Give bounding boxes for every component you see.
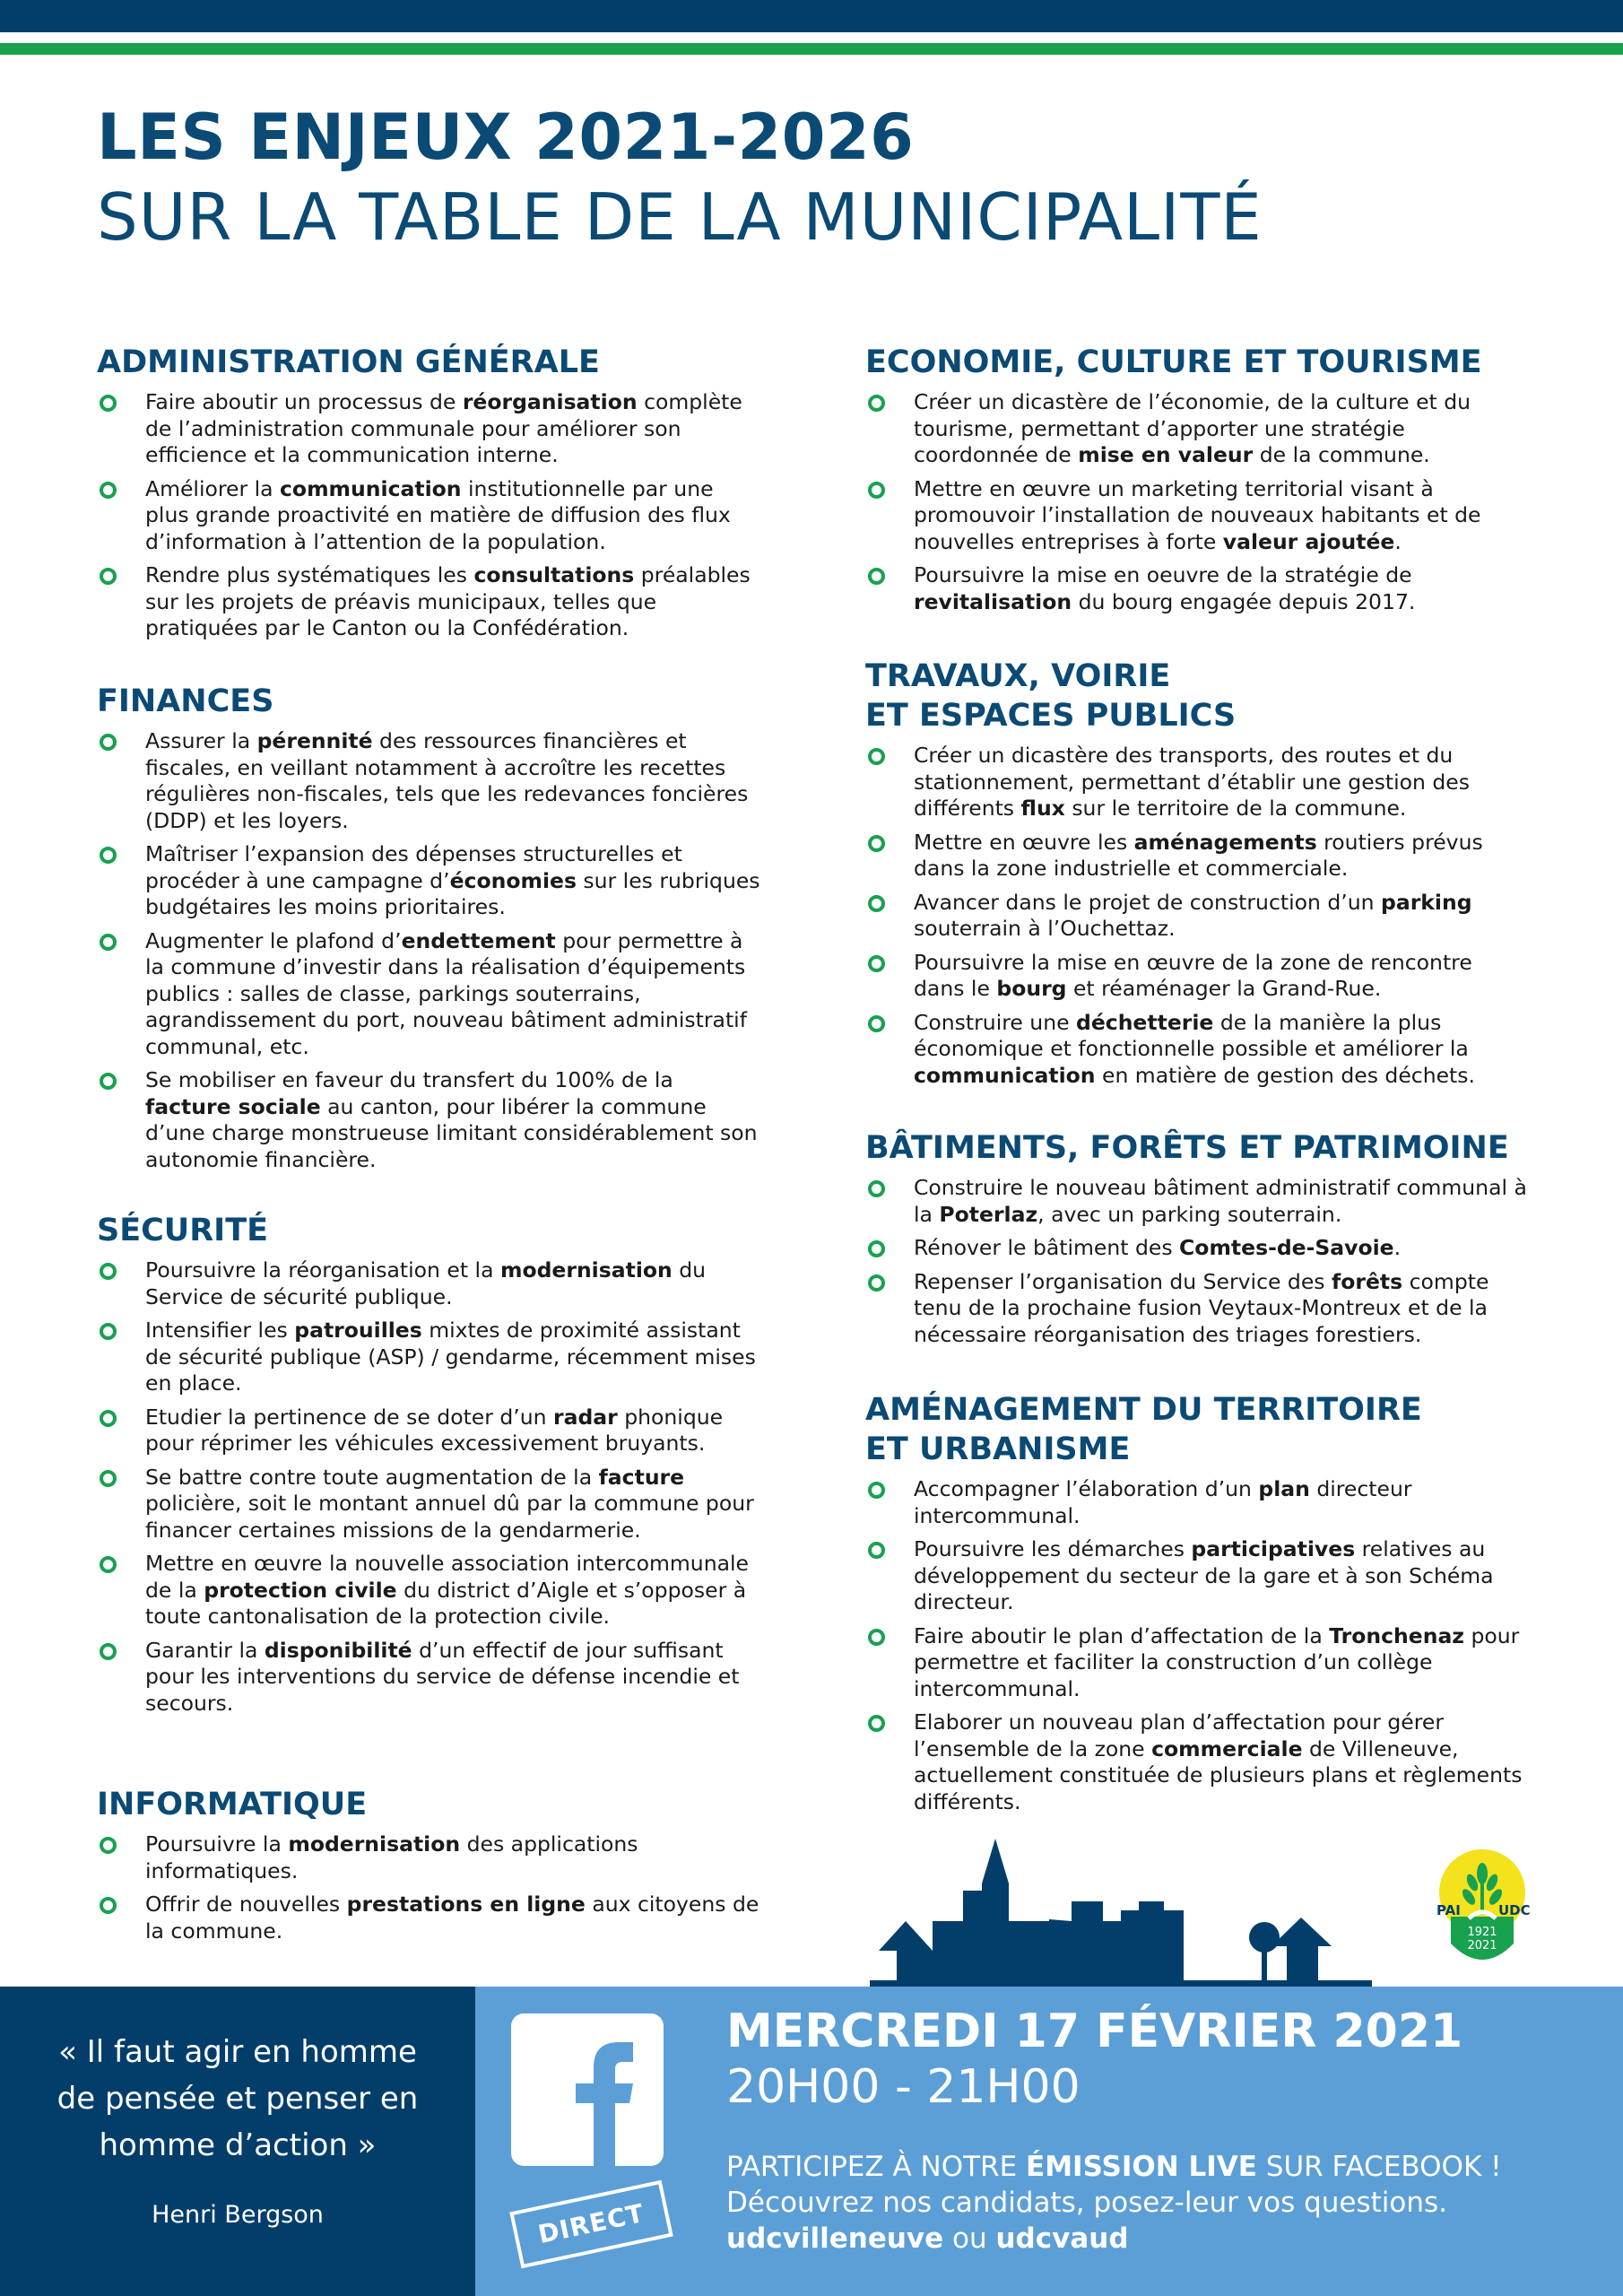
item-text: Poursuivre les démarches — [914, 1536, 1192, 1561]
section-title — [865, 343, 1529, 382]
item-text: Repenser l’organisation du Service des — [914, 1268, 1332, 1294]
item-text: directeur intercommunal. — [914, 1476, 1412, 1528]
emphasis-text: Poterlaz — [939, 1201, 1038, 1227]
item-text: complète de l’administration communale pour améliorer son efficience et la communication interne. — [145, 389, 742, 467]
item-text: Construire le nouveau bâtiment administratif communal à la — [914, 1175, 1527, 1227]
udc-logo — [1433, 1843, 1532, 1978]
item-text: policière, soit le montant annuel dû par la commune pour financer certaines missions de la gendarmerie. — [145, 1491, 754, 1543]
item-text: des applications informatiques. — [145, 1831, 638, 1883]
bullet-circle-icon — [100, 1837, 117, 1854]
emphasis-text: communication — [280, 475, 462, 501]
bullet-circle-icon — [100, 1470, 117, 1487]
bullet-circle-icon — [100, 1323, 117, 1340]
item-text: relatives au développement du secteur de la gare et à son Schéma directeur. — [914, 1536, 1494, 1614]
section-title — [865, 1390, 1529, 1469]
section-title-line: TRAVAUX, VOIRIE — [865, 658, 1171, 694]
item-text: Améliorer la — [145, 475, 280, 501]
section-title-line: FINANCES — [97, 683, 274, 719]
list-item — [97, 562, 760, 642]
emphasis-text: revitalisation — [914, 588, 1072, 614]
bullet-circle-icon — [100, 1073, 117, 1090]
emphasis-text: endettement — [401, 927, 556, 953]
list-item — [865, 1623, 1529, 1703]
section-title-line: SÉCURITÉ — [97, 1213, 268, 1248]
item-text: Elaborer un nouveau plan d’affectation pour gérer l’ensemble de la zone — [914, 1709, 1444, 1761]
list-item — [97, 476, 760, 556]
item-text: Rendre plus systématiques les — [145, 562, 474, 587]
direct-badge: DIRECT — [509, 2180, 673, 2269]
item-text: . — [1394, 528, 1402, 554]
list-item — [97, 1638, 760, 1718]
item-text: pour permettre à la commune d’investir dans la réalisation d’équipements publics : salles de classe, parkings souterrains, agrandissement du port, nouveau bâtiment administratif communal, etc. — [145, 927, 747, 1059]
section-informatique — [97, 1785, 760, 1952]
list-item — [97, 1831, 760, 1884]
emphasis-text: Tronchenaz — [1329, 1622, 1464, 1648]
emphasis-text: protection civile — [204, 1577, 397, 1603]
facebook-icon — [511, 2013, 664, 2166]
bullet-circle-icon — [100, 1263, 117, 1280]
emphasis-text: commerciale — [1151, 1735, 1303, 1761]
item-text: sur les rubriques budgétaires les moins prioritaires. — [145, 867, 760, 919]
item-text: Assurer la — [145, 728, 257, 753]
emphasis-text: déchetterie — [1076, 1009, 1214, 1035]
emphasis-text: disponibilité — [264, 1637, 412, 1663]
facebook-account-link[interactable]: udcvaud — [995, 2222, 1129, 2255]
list-item — [865, 1235, 1529, 1262]
list-item — [865, 1269, 1529, 1349]
item-text: au canton, pour libérer la commune d’une charge monstrueuse limitant considérablement son autonomie financière. — [145, 1093, 758, 1172]
item-text: phonique pour réprimer les véhicules excessivement bruyants. — [145, 1404, 724, 1456]
bullet-circle-icon — [868, 1629, 885, 1646]
bullet-circle-icon — [868, 1015, 885, 1032]
emphasis-text: participatives — [1191, 1536, 1356, 1561]
item-text: Augmenter le plafond d’ — [145, 927, 402, 953]
bullet-list — [865, 389, 1529, 615]
list-item — [865, 1476, 1529, 1529]
quote-line: de pensée et penser en — [56, 2081, 419, 2117]
bullet-circle-icon — [868, 955, 885, 972]
bullet-circle-icon — [868, 395, 885, 412]
list-item — [97, 1892, 760, 1944]
bullet-circle-icon — [868, 1542, 885, 1559]
section-title — [97, 682, 760, 721]
bullet-list — [97, 1257, 760, 1717]
bullet-list — [97, 728, 760, 1173]
event-time: 20H00 - 21H00 — [726, 2060, 1081, 2114]
item-text: Offrir de nouvelles — [145, 1892, 347, 1917]
bullet-circle-icon — [868, 1274, 885, 1292]
list-item — [865, 562, 1529, 615]
list-item — [865, 1010, 1529, 1090]
item-text: institutionnelle par une plus grande proactivité en matière de diffusion des flux d’information à l’attention de la population. — [145, 475, 731, 554]
list-item — [97, 389, 760, 469]
emphasis-text: économies — [449, 867, 577, 893]
bullet-circle-icon — [100, 934, 117, 951]
bullet-list — [865, 743, 1529, 1089]
section-title-line: ADMINISTRATION GÉNÉRALE — [97, 344, 600, 380]
bullet-list — [865, 1476, 1529, 1815]
quote-line: « Il faut agir en homme — [58, 2034, 417, 2070]
item-text: Créer un dicastère de l’économie, de la culture et du tourisme, permettant d’apporter une stratégie coordonnée de — [914, 389, 1471, 467]
emphasis-text: parking — [1381, 889, 1472, 915]
section-title-line: ET ESPACES PUBLICS — [865, 698, 1237, 734]
event-call-to-action — [726, 2149, 1614, 2257]
emphasis-text: Comtes-de-Savoie — [1179, 1235, 1394, 1260]
item-text: aux citoyens de la commune. — [145, 1892, 759, 1944]
item-text: Intensifier les — [145, 1318, 295, 1343]
item-text: Accompagner l’élaboration d’un — [914, 1476, 1259, 1501]
item-text: Poursuivre la mise en oeuvre de la stratégie de — [914, 562, 1412, 587]
section-finances — [97, 682, 760, 1180]
quote-line: homme d’action » — [99, 2127, 377, 2163]
section-title — [97, 1785, 760, 1824]
emphasis-text: réorganisation — [462, 389, 638, 414]
emphasis-text: prestations en ligne — [346, 1892, 586, 1917]
item-text: mixtes de proximité assistant de sécurité publique (ASP) / gendarme, récemment mises en place. — [145, 1318, 756, 1396]
bullet-circle-icon — [868, 1482, 885, 1499]
emphasis-text: communication — [914, 1062, 1096, 1088]
list-item — [865, 830, 1529, 883]
bullet-circle-icon — [100, 395, 117, 412]
bullet-circle-icon — [868, 1715, 885, 1732]
top-green-line — [0, 43, 1623, 55]
bullet-circle-icon — [868, 482, 885, 499]
section-title — [865, 657, 1529, 735]
item-text: compte tenu de la prochaine fusion Veytaux-Montreux et de la nécessaire réorganisation des triages forestiers. — [914, 1268, 1489, 1347]
emphasis-text: pérennité — [256, 728, 373, 753]
svg-text:1921: 1921 — [1467, 1926, 1497, 1939]
section-amenagement — [865, 1390, 1529, 1822]
list-item — [97, 728, 760, 834]
facebook-account-link[interactable]: udcvilleneuve — [726, 2222, 944, 2255]
list-item — [865, 1536, 1529, 1616]
emphasis-text: valeur ajoutée — [1222, 528, 1395, 554]
event-date: MERCREDI 17 FÉVRIER 2021 — [726, 2005, 1463, 2058]
item-text: sur le territoire de la commune. — [1064, 796, 1407, 821]
item-text: Maîtriser l’expansion des dépenses structurelles et procéder à une campagne d’ — [145, 841, 682, 893]
item-text: Poursuivre la réorganisation et la — [145, 1257, 500, 1283]
item-text: et réaménager la Grand-Rue. — [1066, 976, 1382, 1001]
item-text: souterrain à l’Ouchettaz. — [914, 916, 1176, 941]
section-title-line: INFORMATIQUE — [97, 1787, 368, 1822]
bullet-circle-icon — [100, 568, 117, 585]
quote — [27, 2029, 448, 2169]
emphasis-text: facture — [598, 1464, 685, 1490]
list-item — [97, 1318, 760, 1397]
item-text: de la commune. — [1253, 442, 1430, 467]
list-item — [97, 1465, 760, 1544]
list-item — [97, 1551, 760, 1631]
bullet-circle-icon — [868, 895, 885, 912]
list-item — [865, 1709, 1529, 1815]
page-subtitle: SUR LA TABLE DE LA MUNICIPALITÉ — [97, 179, 1263, 255]
svg-text:2021: 2021 — [1467, 1939, 1497, 1952]
list-item — [865, 743, 1529, 822]
bullet-circle-icon — [100, 1410, 117, 1427]
item-text: du bourg engagée depuis 2017. — [1072, 588, 1416, 614]
item-text: du district d’Aigle et s’opposer à toute cantonalisation de la protection civile. — [145, 1577, 747, 1629]
list-item — [97, 928, 760, 1061]
bullet-circle-icon — [868, 1180, 885, 1197]
cta-line-1: PARTICIPEZ À NOTRE ÉMISSION LIVE SUR FACEBOOK ! — [726, 2151, 1502, 2183]
emphasis-text: consultations — [473, 562, 635, 587]
bullet-list — [97, 389, 760, 642]
section-economie — [865, 343, 1529, 622]
list-item — [865, 389, 1529, 469]
item-text: Faire aboutir un processus de — [145, 389, 463, 414]
svg-text:PAI: PAI — [1436, 1902, 1461, 1918]
bullet-circle-icon — [868, 568, 885, 585]
list-item — [865, 1175, 1529, 1228]
emphasis-text: modernisation — [288, 1831, 461, 1857]
item-text: Poursuivre la mise en œuvre de la zone de rencontre dans le — [914, 949, 1472, 1001]
item-text: d’un effectif de jour suffisant pour les interventions du service de défense incendie et secours. — [145, 1637, 740, 1716]
item-text: Rénover le bâtiment des — [914, 1235, 1180, 1260]
item-text: en matière de gestion des déchets. — [1095, 1062, 1475, 1088]
item-text: préalables sur les projets de préavis municipaux, telles que pratiquées par le Canton ou la Confédération. — [145, 562, 751, 640]
bullet-circle-icon — [100, 1897, 117, 1914]
bullet-circle-icon — [100, 847, 117, 864]
page-title: LES ENJEUX 2021-2026 — [97, 100, 915, 174]
bullet-circle-icon — [100, 482, 117, 499]
village-skyline-illustration — [870, 1812, 1372, 1987]
emphasis-text: bourg — [996, 976, 1067, 1001]
item-text: Faire aboutir le plan d’affectation de la — [914, 1622, 1330, 1648]
item-text: Se battre contre toute augmentation de la — [145, 1464, 599, 1490]
section-title — [865, 1128, 1529, 1168]
item-text: Etudier la pertinence de se doter d’un — [145, 1404, 554, 1430]
item-text: . — [1393, 1235, 1402, 1260]
cta-line-2: Découvrez nos candidats, posez-leur vos questions. — [726, 2187, 1448, 2219]
emphasis-text: plan — [1258, 1476, 1310, 1501]
section-title — [97, 343, 760, 382]
item-text: de Villeneuve, actuellement constituée de plusieurs plans et règlements différents. — [914, 1735, 1523, 1814]
wheat-handshake-logo-icon — [1433, 1843, 1532, 1978]
item-text: Avancer dans le projet de construction d’un — [914, 889, 1382, 915]
svg-text:UDC: UDC — [1498, 1902, 1531, 1918]
list-item — [865, 950, 1529, 1003]
section-administration — [97, 343, 760, 649]
section-title-line: ECONOMIE, CULTURE ET TOURISME — [865, 344, 1482, 380]
bullet-circle-icon — [100, 1556, 117, 1573]
list-item — [97, 1067, 760, 1173]
emphasis-text: radar — [553, 1404, 618, 1430]
list-item — [97, 841, 760, 921]
section-title-line: ET URBANISME — [865, 1431, 1131, 1467]
section-title-line: AMÉNAGEMENT DU TERRITOIRE — [865, 1392, 1422, 1428]
section-travaux — [865, 657, 1529, 1096]
bullet-circle-icon — [100, 1643, 117, 1660]
bullet-circle-icon — [868, 1240, 885, 1257]
item-text: Construire une — [914, 1009, 1077, 1035]
section-title-line: BÂTIMENTS, FORÊTS ET PATRIMOINE — [865, 1130, 1509, 1166]
item-text: Mettre en œuvre la nouvelle association intercommunale de la — [145, 1551, 749, 1603]
bullet-list — [865, 1175, 1529, 1348]
item-text: Poursuivre la — [145, 1831, 289, 1857]
bullet-circle-icon — [868, 748, 885, 765]
item-text: pour permettre et faciliter la construction d’un collège intercommunal. — [914, 1622, 1520, 1701]
emphasis-text: flux — [1020, 796, 1065, 821]
list-item — [865, 476, 1529, 556]
emphasis-text: facture sociale — [145, 1093, 321, 1119]
cta-accounts: udcvilleneuve ou udcvaud — [726, 2222, 1129, 2255]
item-text: du Service de sécurité publique. — [145, 1257, 707, 1309]
emphasis-text: aménagements — [1133, 829, 1317, 855]
bullet-circle-icon — [100, 734, 117, 751]
list-item — [97, 1257, 760, 1310]
bullet-list — [97, 1831, 760, 1944]
item-text: Garantir la — [145, 1637, 265, 1663]
list-item — [865, 890, 1529, 943]
emphasis-text: patrouilles — [294, 1318, 422, 1343]
item-text: routiers prévus dans la zone industrielle et commerciale. — [914, 829, 1483, 881]
item-text: , avec un parking souterrain. — [1037, 1201, 1342, 1227]
list-item — [97, 1405, 760, 1457]
emphasis-text: modernisation — [499, 1257, 673, 1283]
emphasis-text: forêts — [1332, 1268, 1403, 1294]
section-title — [97, 1211, 760, 1250]
top-bar — [0, 0, 1623, 32]
item-text: de la manière la plus économique et fonctionnelle possible et améliorer la — [914, 1009, 1469, 1061]
section-batiments — [865, 1128, 1529, 1355]
item-text: Mettre en œuvre un marketing territorial visant à promouvoir l’installation de nouveaux habitants et de nouvelles entreprises à forte — [914, 475, 1481, 554]
item-text: Mettre en œuvre les — [914, 829, 1134, 855]
section-securite — [97, 1211, 760, 1724]
item-text: des ressources financières et fiscales, en veillant notamment à accroître les recettes régulières non-fiscales, tels que les redevances foncières (DDP) et les loyers. — [145, 728, 749, 833]
bullet-circle-icon — [868, 835, 885, 852]
item-text: Créer un dicastère des transports, des routes et du stationnement, permettant d’établir une gestion des différents — [914, 743, 1471, 821]
quote-author: Henri Bergson — [152, 2201, 324, 2229]
item-text: Se mobiliser en faveur du transfert du 100% de la — [145, 1067, 673, 1092]
emphasis-text: mise en valeur — [1078, 442, 1254, 467]
